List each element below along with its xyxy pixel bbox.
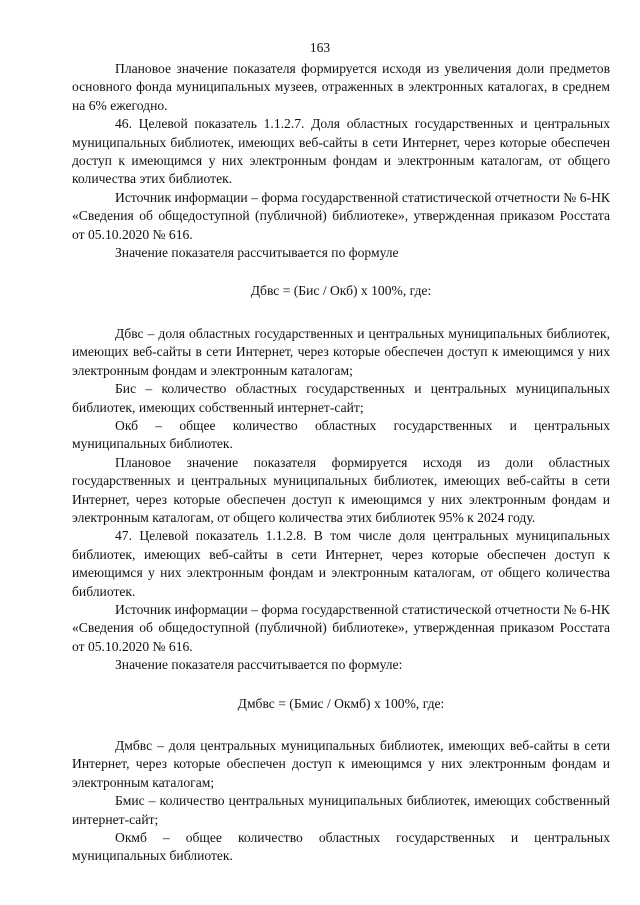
paragraph-plan-value: Плановое значение показателя формируется исходя из доли областных государственных и центральных муниципальных библиотек, имеющих веб-сайты в сети Интернет, через которые обеспечен доступ к имеющимся у них электронным фондам и электронным каталогам, от общего количества этих библиотек 95% к 2024 году. xyxy=(72,454,610,525)
document-body xyxy=(72,60,610,866)
definition-bis: Бис – количество областных государственных и центральных муниципальных библиотек, имеющих собственный интернет-сайт; xyxy=(72,381,610,415)
paragraph-source: Источник информации – форма государственной статистической отчетности № 6-НК «Сведения об общедоступной (публичной) библиотеке», утвержденная приказом Росстата от 05.10.2020 № 616. xyxy=(72,189,610,242)
definition-bmis: Бмис – количество центральных муниципальных библиотек, имеющих собственный интернет-сайт; xyxy=(72,793,610,827)
paragraph: Значение показателя рассчитывается по формуле: xyxy=(115,657,403,673)
definition-dmbvs: Дмбвс – доля центральных муниципальных библиотек, имеющих веб-сайты в сети Интернет, через которые обеспечен доступ к имеющимся у них электронным фондам и электронным каталогам; xyxy=(72,738,610,790)
formula-dmbvs: Дмбвс = (Бмис / Окмб) х 100%, где: xyxy=(237,695,445,711)
definition-okmb: Окмб – общее количество областных государственных и центральных муниципальных библиотек. xyxy=(72,830,610,864)
paragraph-indicator-46-heading: 46. Целевой показатель 1.1.2.7. Доля областных государственных и центральных муниципальных библиотек, имеющих веб-сайты в сети Интернет, через которые обеспечен доступ к имеющимся у них электронным фондам и электронным каталогам, от общего количества этих библиотек. xyxy=(72,116,610,187)
paragraph: Значение показателя рассчитывается по формуле xyxy=(115,245,399,261)
paragraph: Плановое значение показателя формируется исходя из увеличения доли предметов основного фонда муниципальных музеев, отраженных в электронных каталогах, в среднем на 6% ежегодно. xyxy=(72,61,610,113)
definition-dbvs: Дбвс – доля областных государственных и центральных муниципальных библиотек, имеющих веб-сайты в сети Интернет, через которые обеспечен доступ к имеющимся у них электронным фондам и электронным каталогам; xyxy=(72,325,610,378)
formula-dbvs: Дбвс = (Бис / Окб) х 100%, где: xyxy=(250,283,432,299)
paragraph-source: Источник информации – форма государственной статистической отчетности № 6-НК «Сведения об общедоступной (публичной) библиотеке», утвержденная приказом Росстата от 05.10.2020 № 616. xyxy=(72,601,610,654)
page-number: 163 xyxy=(309,40,331,55)
definition-okb: Окб – общее количество областных государственных и центральных муниципальных библиотек. xyxy=(72,417,610,452)
paragraph-indicator-47-heading: 47. Целевой показатель 1.1.2.8. В том числе доля центральных муниципальных библиотек, имеющих веб-сайты в сети Интернет, через которые обеспечен доступ к имеющимся у них электронным фондам и электронным каталогам, от общего количества библиотек. xyxy=(72,528,610,599)
